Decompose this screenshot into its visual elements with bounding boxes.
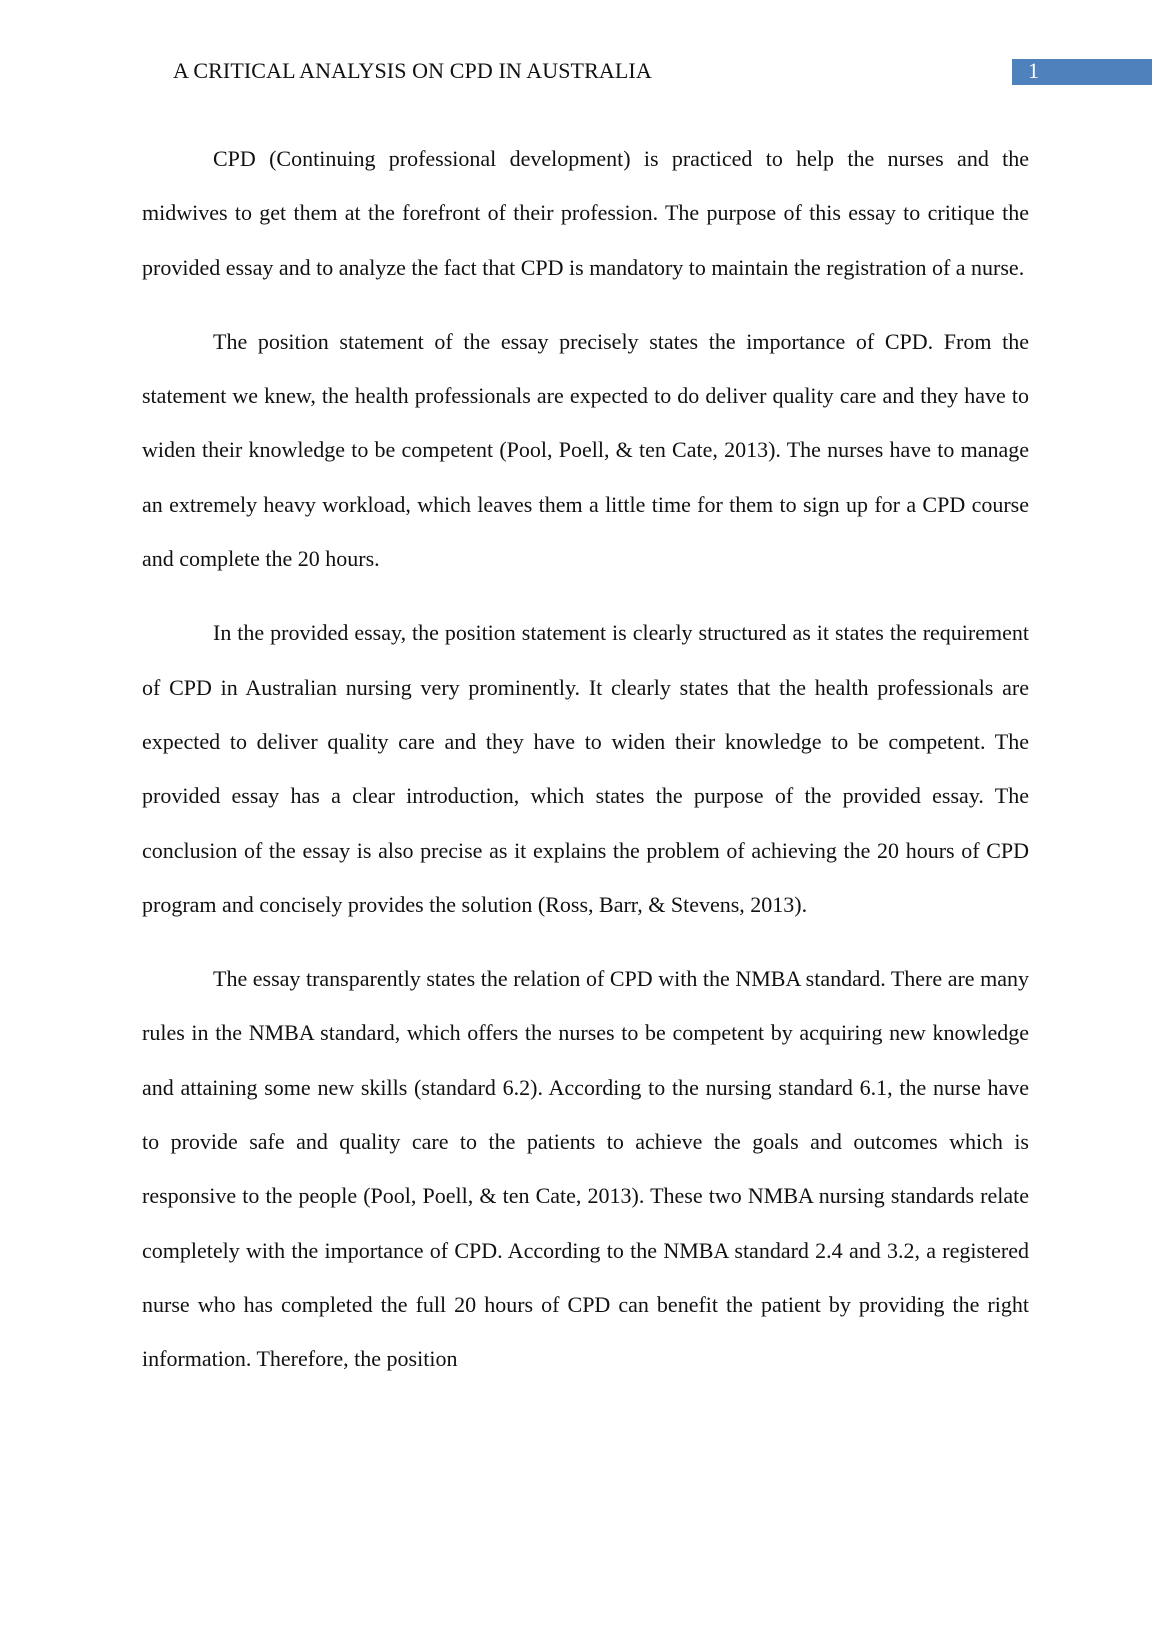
paragraph-nmba-standard: The essay transparently states the relation of CPD with the NMBA standard. There are many rules in the NMBA standard, which offers the nurses to be competent by acquiring new knowledge and attaining some new skills (standard 6.2). According to the nursing standard 6.1, the nurse have to provide safe and quality care to the patients to achieve the goals and outcomes which is responsive to the people (Pool, Poell, & ten Cate, 2013). These two NMBA nursing standards relate completely with the importance of CPD. According to the NMBA standard 2.4 and 3.2, a registered nurse who has completed the full 20 hours of CPD can benefit the patient by providing the right information. Therefore, the position <box>142 966 1029 1372</box>
page-number: 1 <box>1028 58 1039 83</box>
paragraph-structure: In the provided essay, the position statement is clearly structured as it states the requirement of CPD in Australian nursing very prominently. It clearly states that the health professionals are expected to deliver quality care and they have to widen their knowledge to be competent. The provided essay has a clear introduction, which states the purpose of the provided essay. The conclusion of the essay is also precise as it explains the problem of achieving the 20 hours of CPD program and concisely provides the solution (Ross, Barr, & Stevens, 2013). <box>142 620 1029 917</box>
paragraph-introduction: CPD (Continuing professional development) is practiced to help the nurses and the midwives to get them at the forefront of their profession. The purpose of this essay to critique the provided essay and to analyze the fact that CPD is mandatory to maintain the registration of a nurse. <box>142 146 1029 280</box>
paragraph-position-statement: The position statement of the essay precisely states the importance of CPD. From the statement we knew, the health professionals are expected to do deliver quality care and they have to widen their knowledge to be competent (Pool, Poell, & ten Cate, 2013). The nurses have to manage an extremely heavy workload, which leaves them a little time for them to sign up for a CPD course and complete the 20 hours. <box>142 328 1029 572</box>
document-body <box>142 132 1029 1407</box>
running-header-title: A CRITICAL ANALYSIS ON CPD IN AUSTRALIA <box>173 58 652 83</box>
page-number-badge <box>1012 59 1152 85</box>
